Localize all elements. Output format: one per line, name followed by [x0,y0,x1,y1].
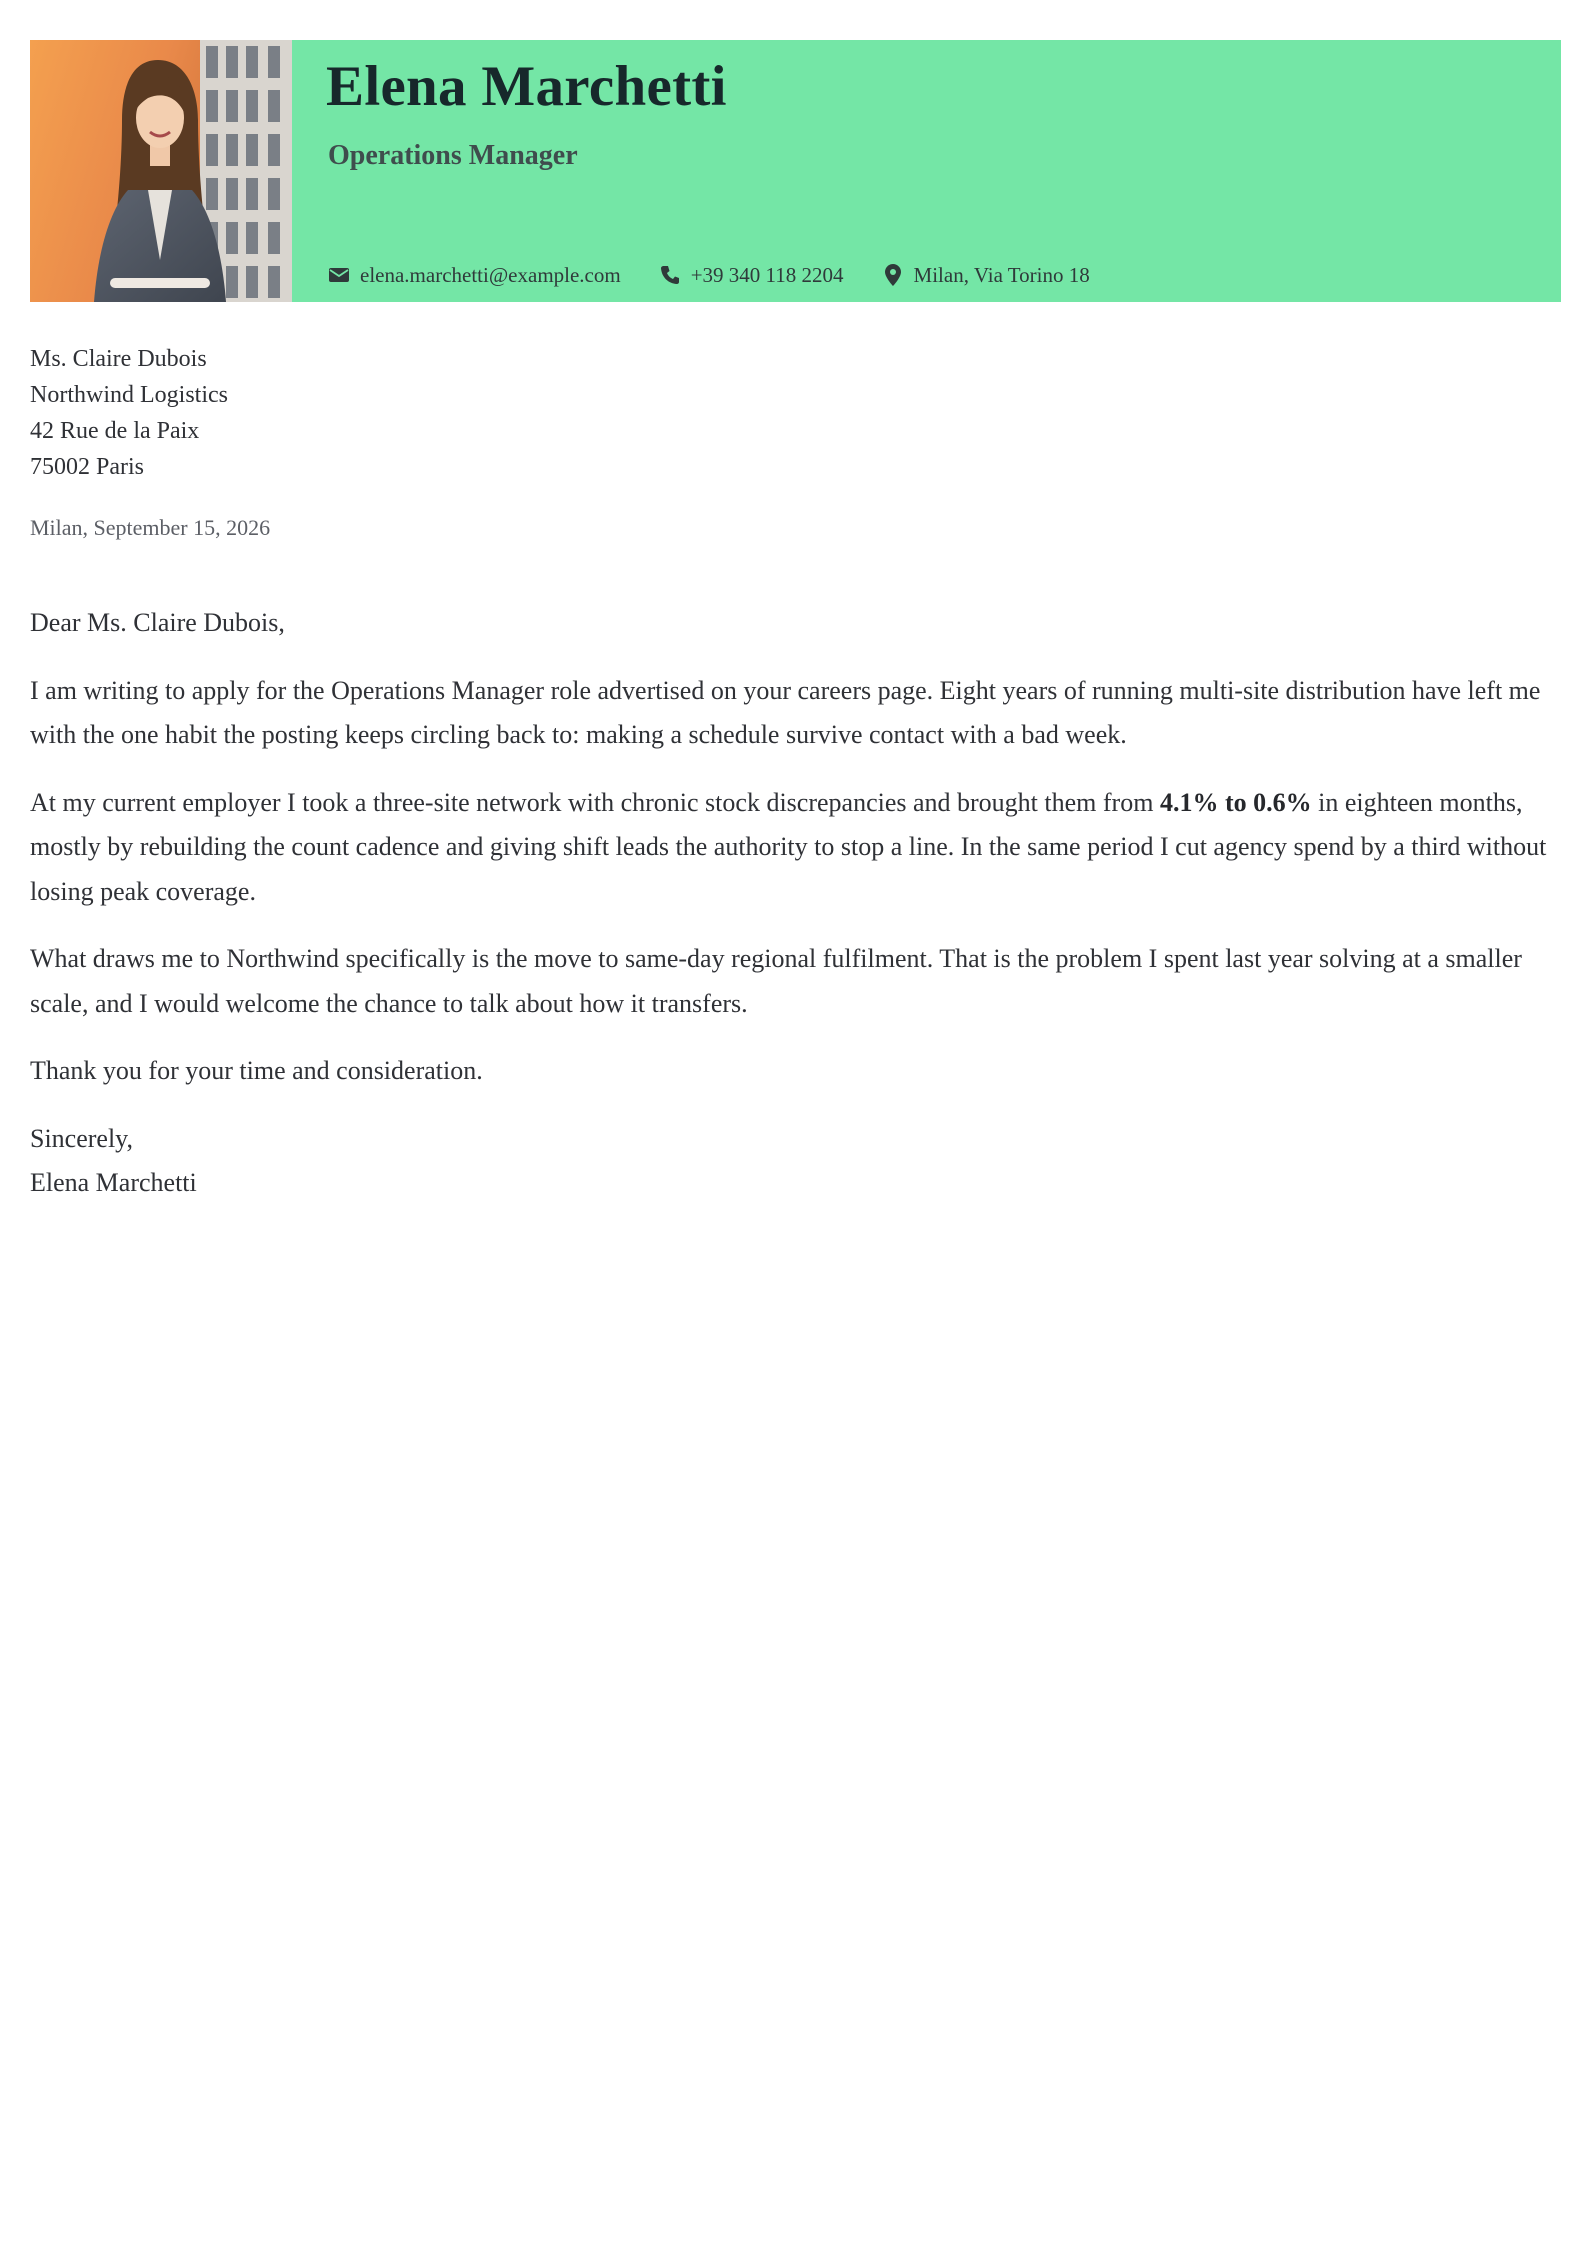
envelope-icon [328,264,350,286]
contact-phone[interactable] [659,263,844,288]
letter-body [30,601,1570,1206]
recipient-street: 42 Rue de la Paix [30,418,200,444]
closing-block [30,1117,1570,1206]
paragraph-achievement [30,781,1570,915]
paragraph-thanks: Thank you for your time and consideration. [30,1056,483,1085]
recipient-block [30,341,228,485]
paragraph-achievement-lead: At my current employer I took a three-site network with chronic stock discrepancies and brought them from [30,787,1160,817]
applicant-title: Operations Manager [328,140,578,171]
contact-address[interactable] [882,263,1090,288]
closing-phrase: Sincerely, [30,1123,133,1153]
paragraph-motivation: What draws me to Northwind specifically is the move to same-day regional fulfilment. That is the problem I spent last year solving at a smaller scale, and I would welcome the chance to talk about how it transfers. [30,944,1522,1018]
phone-icon [659,264,681,286]
recipient-company: Northwind Logistics [30,382,228,408]
recipient-city: 75002 Paris [30,454,144,480]
map-pin-icon [882,264,904,286]
discrepancy-metric: 4.1% to 0.6% [1159,787,1312,817]
contact-phone-text: +39 340 118 2204 [690,262,844,287]
header-banner [30,40,1561,302]
letter-date: Milan, September 15, 2026 [30,515,271,540]
contact-email[interactable] [328,263,621,288]
contact-email-text: elena.marchetti@example.com [360,262,621,287]
salutation: Dear Ms. Claire Dubois, [30,608,285,637]
contact-address-text: Milan, Via Torino 18 [913,262,1090,287]
profile-photo [30,40,292,302]
applicant-name: Elena Marchetti [326,55,727,118]
contact-row [328,260,1090,290]
paragraph-intro: I am writing to apply for the Operations Manager role advertised on your careers page. Eight years of running multi-site distribution have left me with the one habit the posting keeps circling back to: making a schedule survive contact with a bad week. [30,675,1541,749]
recipient-name: Ms. Claire Dubois [30,346,207,372]
paragraph-achievement-rest: in eighteen months, mostly by rebuilding the count cadence and giving shift leads the authority to stop a line. In the same period I cut agency spend by a third without losing peak coverage. [30,787,1547,906]
signature: Elena Marchetti [30,1168,197,1197]
